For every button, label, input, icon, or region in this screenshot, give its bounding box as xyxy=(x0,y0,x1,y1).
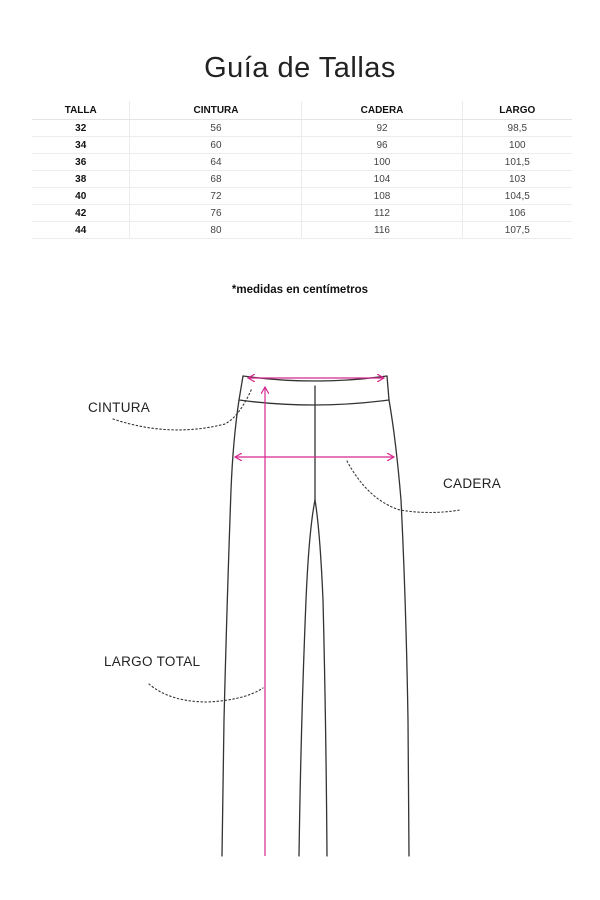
table-row xyxy=(32,188,572,205)
header-cintura: CINTURA xyxy=(130,101,302,120)
cell-cadera: 96 xyxy=(302,137,462,154)
page-title: Guía de Tallas xyxy=(204,52,396,84)
table-row xyxy=(32,137,572,154)
label-largo-total: LARGO TOTAL xyxy=(104,654,201,669)
right-outer-seam xyxy=(387,376,409,856)
cell-largo: 100 xyxy=(462,137,572,154)
header-cadera: CADERA xyxy=(302,101,462,120)
left-outer-seam xyxy=(222,376,243,856)
cell-cintura: 56 xyxy=(130,120,302,137)
table-row xyxy=(32,205,572,222)
cell-cadera: 92 xyxy=(302,120,462,137)
table-row xyxy=(32,171,572,188)
cell-talla: 32 xyxy=(32,120,130,137)
right-inner-seam xyxy=(315,500,327,856)
waistband-bottom xyxy=(239,400,389,405)
pants-outline xyxy=(222,376,409,856)
cell-cintura: 64 xyxy=(130,154,302,171)
cell-cadera: 104 xyxy=(302,171,462,188)
table-row xyxy=(32,222,572,239)
cell-largo: 107,5 xyxy=(462,222,572,239)
cell-cintura: 60 xyxy=(130,137,302,154)
measurement-note: *medidas en centímetros xyxy=(231,284,369,296)
cell-talla: 44 xyxy=(32,222,130,239)
left-inner-seam xyxy=(299,500,315,856)
pants-illustration xyxy=(0,340,600,900)
cell-largo: 104,5 xyxy=(462,188,572,205)
cell-cadera: 100 xyxy=(302,154,462,171)
cell-cintura: 72 xyxy=(130,188,302,205)
cell-largo: 106 xyxy=(462,205,572,222)
cell-talla: 42 xyxy=(32,205,130,222)
cell-talla: 38 xyxy=(32,171,130,188)
table-header-row xyxy=(32,101,572,120)
table-row xyxy=(32,154,572,171)
cell-talla: 36 xyxy=(32,154,130,171)
label-cintura: CINTURA xyxy=(88,400,151,415)
cell-largo: 101,5 xyxy=(462,154,572,171)
cell-largo: 103 xyxy=(462,171,572,188)
header-talla: TALLA xyxy=(32,101,130,120)
cell-cintura: 80 xyxy=(130,222,302,239)
cell-talla: 34 xyxy=(32,137,130,154)
size-table xyxy=(32,101,572,239)
pants-diagram xyxy=(0,340,600,900)
cell-largo: 98,5 xyxy=(462,120,572,137)
cell-cintura: 68 xyxy=(130,171,302,188)
cell-talla: 40 xyxy=(32,188,130,205)
largo-leader xyxy=(149,684,263,702)
cell-cintura: 76 xyxy=(130,205,302,222)
cell-cadera: 108 xyxy=(302,188,462,205)
cell-cadera: 116 xyxy=(302,222,462,239)
cell-cadera: 112 xyxy=(302,205,462,222)
header-largo: LARGO xyxy=(462,101,572,120)
table-row xyxy=(32,120,572,137)
label-cadera: CADERA xyxy=(443,476,502,491)
